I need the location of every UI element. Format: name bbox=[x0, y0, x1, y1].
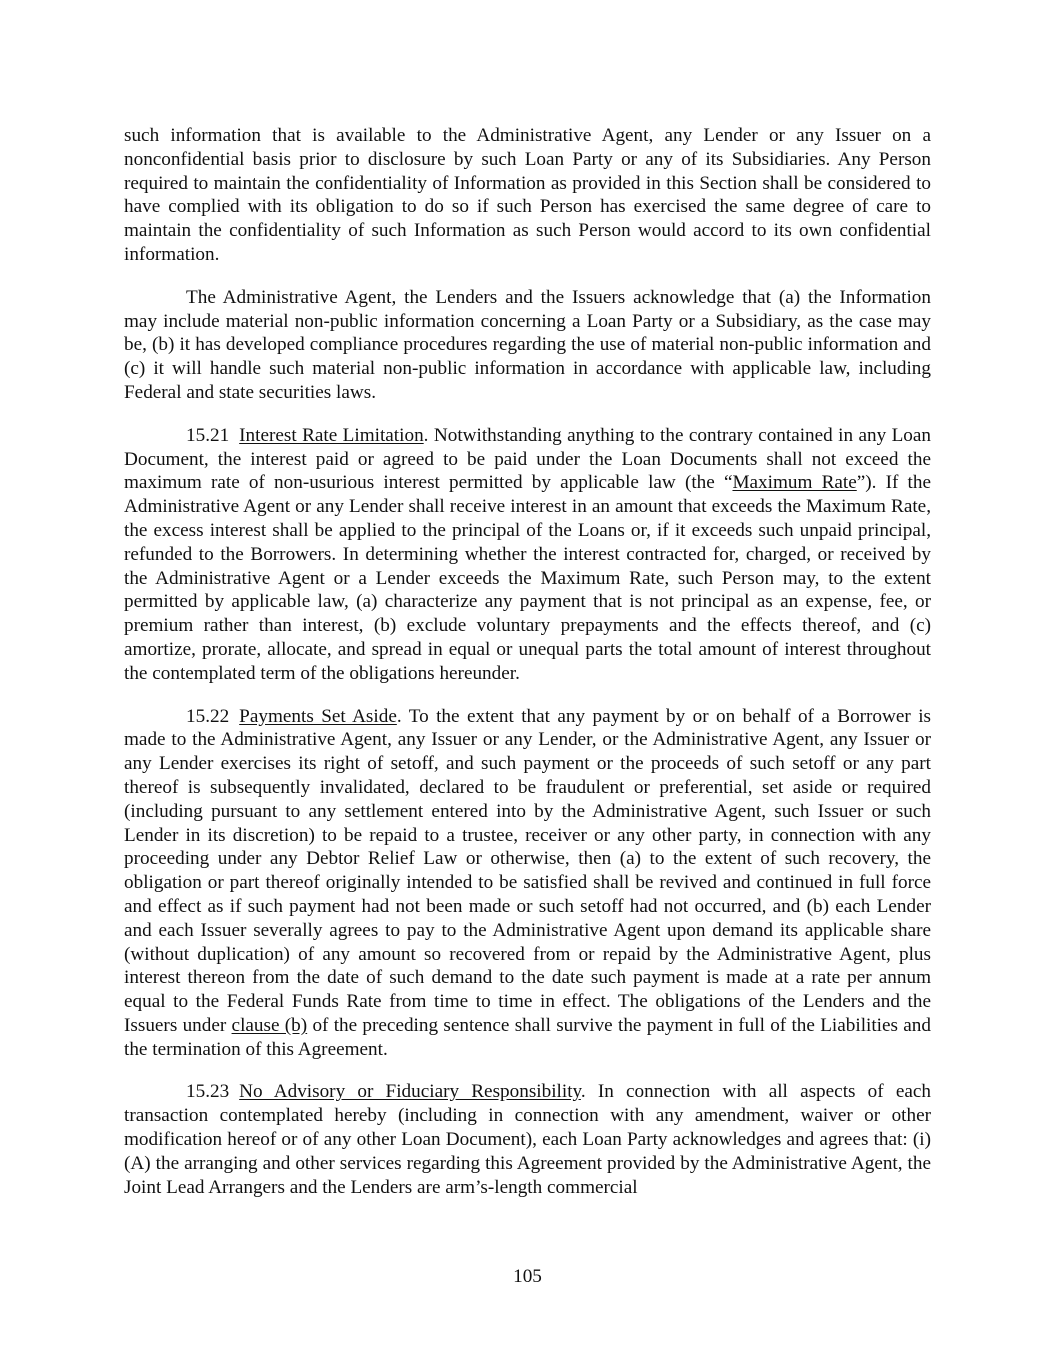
section-text: . Notwithstanding anything to the contrary contained in any Loan Document, the interest paid or agreed to be paid under the Loan Documents shall not exceed the maximum rate of non-usurious interest permitted by applicable law (the “ bbox=[124, 424, 931, 494]
section-15-23-no-advisory-or-fiduciary-responsibility bbox=[124, 1080, 931, 1199]
section-number: 15.23 bbox=[186, 1081, 230, 1103]
section-title: Interest Rate Limitation bbox=[239, 424, 424, 446]
defined-term-maximum-rate: Maximum Rate bbox=[732, 472, 857, 494]
paragraph-confidentiality-continued: such information that is available to the Administrative Agent, any Lender or any Issuer on a nonconfidential basis prior to disclosure by such Loan Party or any of its Subsidiaries. Any Person required to maintain the confidentiality of Information as provided in this Section shall be considered to have complied with its obligation to do so if such Person has exercised the same degree of care to maintain the confidentiality of such Information as such Person would accord to its own confidential information. bbox=[124, 125, 931, 265]
clause-reference: clause (b) bbox=[231, 1014, 308, 1036]
section-number: 15.22 bbox=[186, 705, 230, 727]
section-15-22-payments-set-aside bbox=[124, 705, 931, 1062]
section-number: 15.21 bbox=[186, 424, 230, 446]
paragraph-material-non-public-information: The Administrative Agent, the Lenders and the Issuers acknowledge that (a) the Information may include material non-public information concerning a Loan Party or a Subsidiary, as the case may be, (b) it has developed compliance procedures regarding the use of material non-public information and (c) it will handle such material non-public information in accordance with applicable law, including Federal and state securities laws. bbox=[124, 286, 931, 403]
section-title: Payments Set Aside bbox=[239, 705, 397, 727]
document-page bbox=[124, 124, 931, 1218]
section-text: of the preceding sentence shall survive the payment in full of the Liabilities and the termination of this Agreement. bbox=[124, 1014, 931, 1060]
section-text: . In connection with all aspects of each transaction contemplated hereby (including in connection with any amendment, waiver or other modification hereof or of any other Loan Document), each Loan Party acknowledges and agrees that: (i) (A) the arranging and other services regarding this Agreement provided by the Administrative Agent, the Joint Lead Arrangers and the Lenders are arm’s-length commercial bbox=[124, 1081, 931, 1198]
section-title: No Advisory or Fiduciary Responsibility bbox=[239, 1081, 581, 1103]
section-text: . To the extent that any payment by or on behalf of a Borrower is made to the Administrative Agent, any Issuer or any Lender, or the Administrative Agent, any Issuer or any Lender exercises its right of setoff, and such payment or the proceeds of such setoff or any part thereof is subsequently invalidated, declared to be fraudulent or preferential, set aside or required (including pursuant to any settlement entered into by the Administrative Agent, such Issuer or such Lender in its discretion) to be repaid to a trustee, receiver or any other party, in connection with any proceeding under any Debtor Relief Law or otherwise, then (a) to the extent of such recovery, the obligation or part thereof originally intended to be satisfied shall be revived and continued in full force and effect as if such payment had not been made or such setoff had not occurred, and (b) each Lender and each Issuer severally agrees to pay to the Administrative Agent upon demand its applicable share (without duplication) of any amount so recovered from or repaid by the Administrative Agent, plus interest thereon from the date of such demand to the date such payment is made at a rate per annum equal to the Federal Funds Rate from time to time in effect. The obligations of the Lenders and the Issuers under bbox=[124, 705, 932, 1036]
section-text: ”). If the Administrative Agent or any Lender shall receive interest in an amount that exceeds the Maximum Rate, the excess interest shall be applied to the principal of the Loans or, if it exceeds such unpaid principal, refunded to the Borrowers. In determining whether the interest contracted for, charged, or received by the Administrative Agent or a Lender exceeds the Maximum Rate, such Person may, to the extent permitted by applicable law, (a) characterize any payment that is not principal as an expense, fee, or premium rather than interest, (b) exclude voluntary prepayments and the effects thereof, and (c) amortize, prorate, allocate, and spread in equal or unequal parts the total amount of interest throughout the contemplated term of the obligations hereunder. bbox=[124, 472, 931, 684]
section-15-21-interest-rate-limitation bbox=[124, 424, 931, 686]
page-number: 105 bbox=[513, 1266, 542, 1287]
